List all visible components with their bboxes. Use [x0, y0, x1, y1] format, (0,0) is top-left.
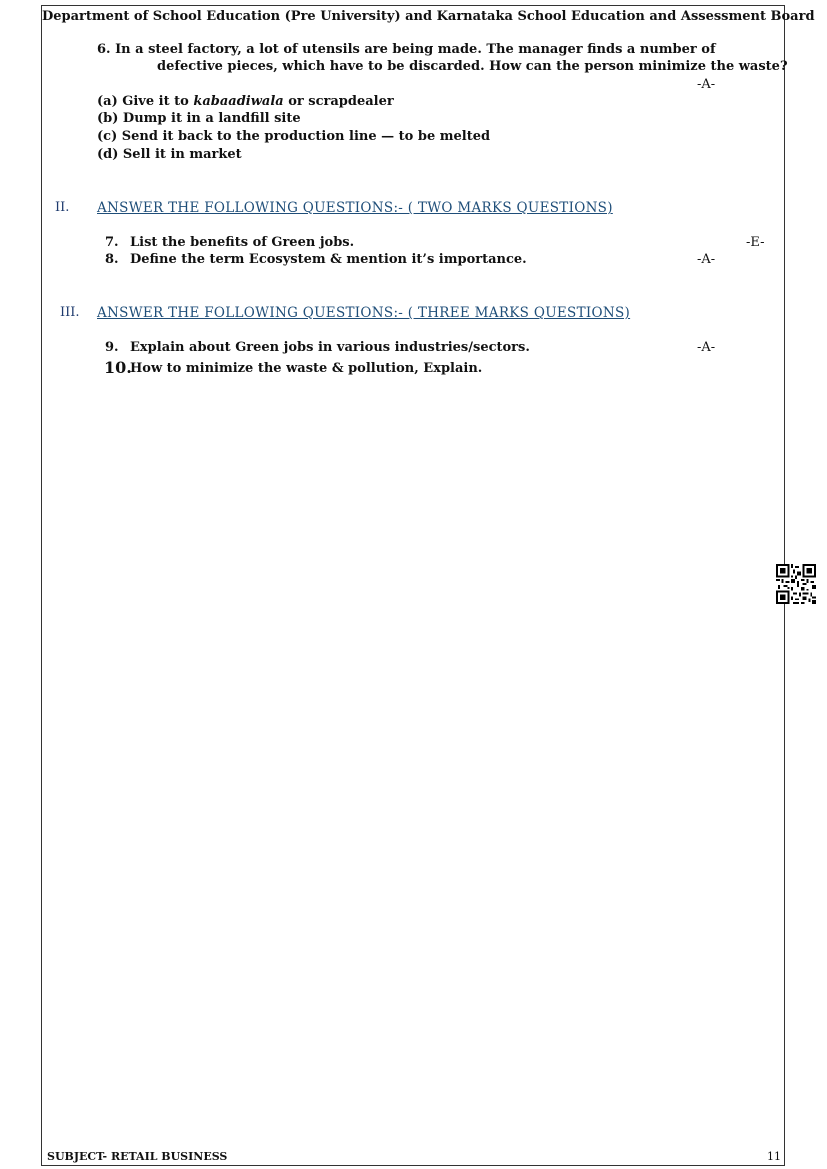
q7-text: List the benefits of Green jobs. — [130, 235, 355, 250]
q9-level: -A- — [697, 340, 716, 355]
q6-option-c: (c) Send it back to the production line — to be melted — [97, 129, 491, 144]
q6-option-d: (d) Sell it in market — [97, 147, 242, 162]
q7-number: 7. — [105, 235, 119, 250]
q8-level: -A- — [697, 252, 716, 267]
q6-line1: 6. In a steel factory, a lot of utensils are being made. The manager finds a number of — [97, 42, 716, 57]
q10-number: 10. — [104, 358, 132, 377]
section3-title: ANSWER THE FOLLOWING QUESTIONS:- ( THREE MARKS QUESTIONS) — [97, 305, 631, 321]
section2-title: ANSWER THE FOLLOWING QUESTIONS:- ( TWO MARKS QUESTIONS) — [97, 200, 613, 216]
q6-line2: defective pieces, which have to be discarded. How can the person minimize the waste? — [157, 59, 788, 74]
section3-number: III. — [60, 305, 80, 320]
qr-code-icon — [776, 564, 816, 604]
q8-number: 8. — [105, 252, 119, 267]
q9-text: Explain about Green jobs in various industries/sectors. — [130, 340, 530, 355]
page-border — [41, 5, 815, 1166]
q9-number: 9. — [105, 340, 119, 355]
page-number: 11 — [767, 1150, 781, 1163]
page-header: Department of School Education (Pre University) and Karnataka School Education and Assessment Board — [42, 9, 815, 24]
q6-level: -A- — [697, 77, 716, 92]
section2-number: II. — [55, 200, 70, 215]
option-a-italic: kabaadiwala — [193, 94, 284, 109]
option-a-prefix: (a) Give it to — [97, 94, 194, 109]
q10-text: How to minimize the waste & pollution, Explain. — [130, 361, 483, 376]
q8-text: Define the term Ecosystem & mention it’s importance. — [130, 252, 527, 267]
option-a-suffix: or scrapdealer — [283, 94, 394, 109]
footer-subject: SUBJECT- RETAIL BUSINESS — [47, 1150, 228, 1163]
q6-option-a — [97, 94, 394, 109]
q6-option-b: (b) Dump it in a landfill site — [97, 111, 301, 126]
q7-level: -E- — [746, 235, 765, 250]
